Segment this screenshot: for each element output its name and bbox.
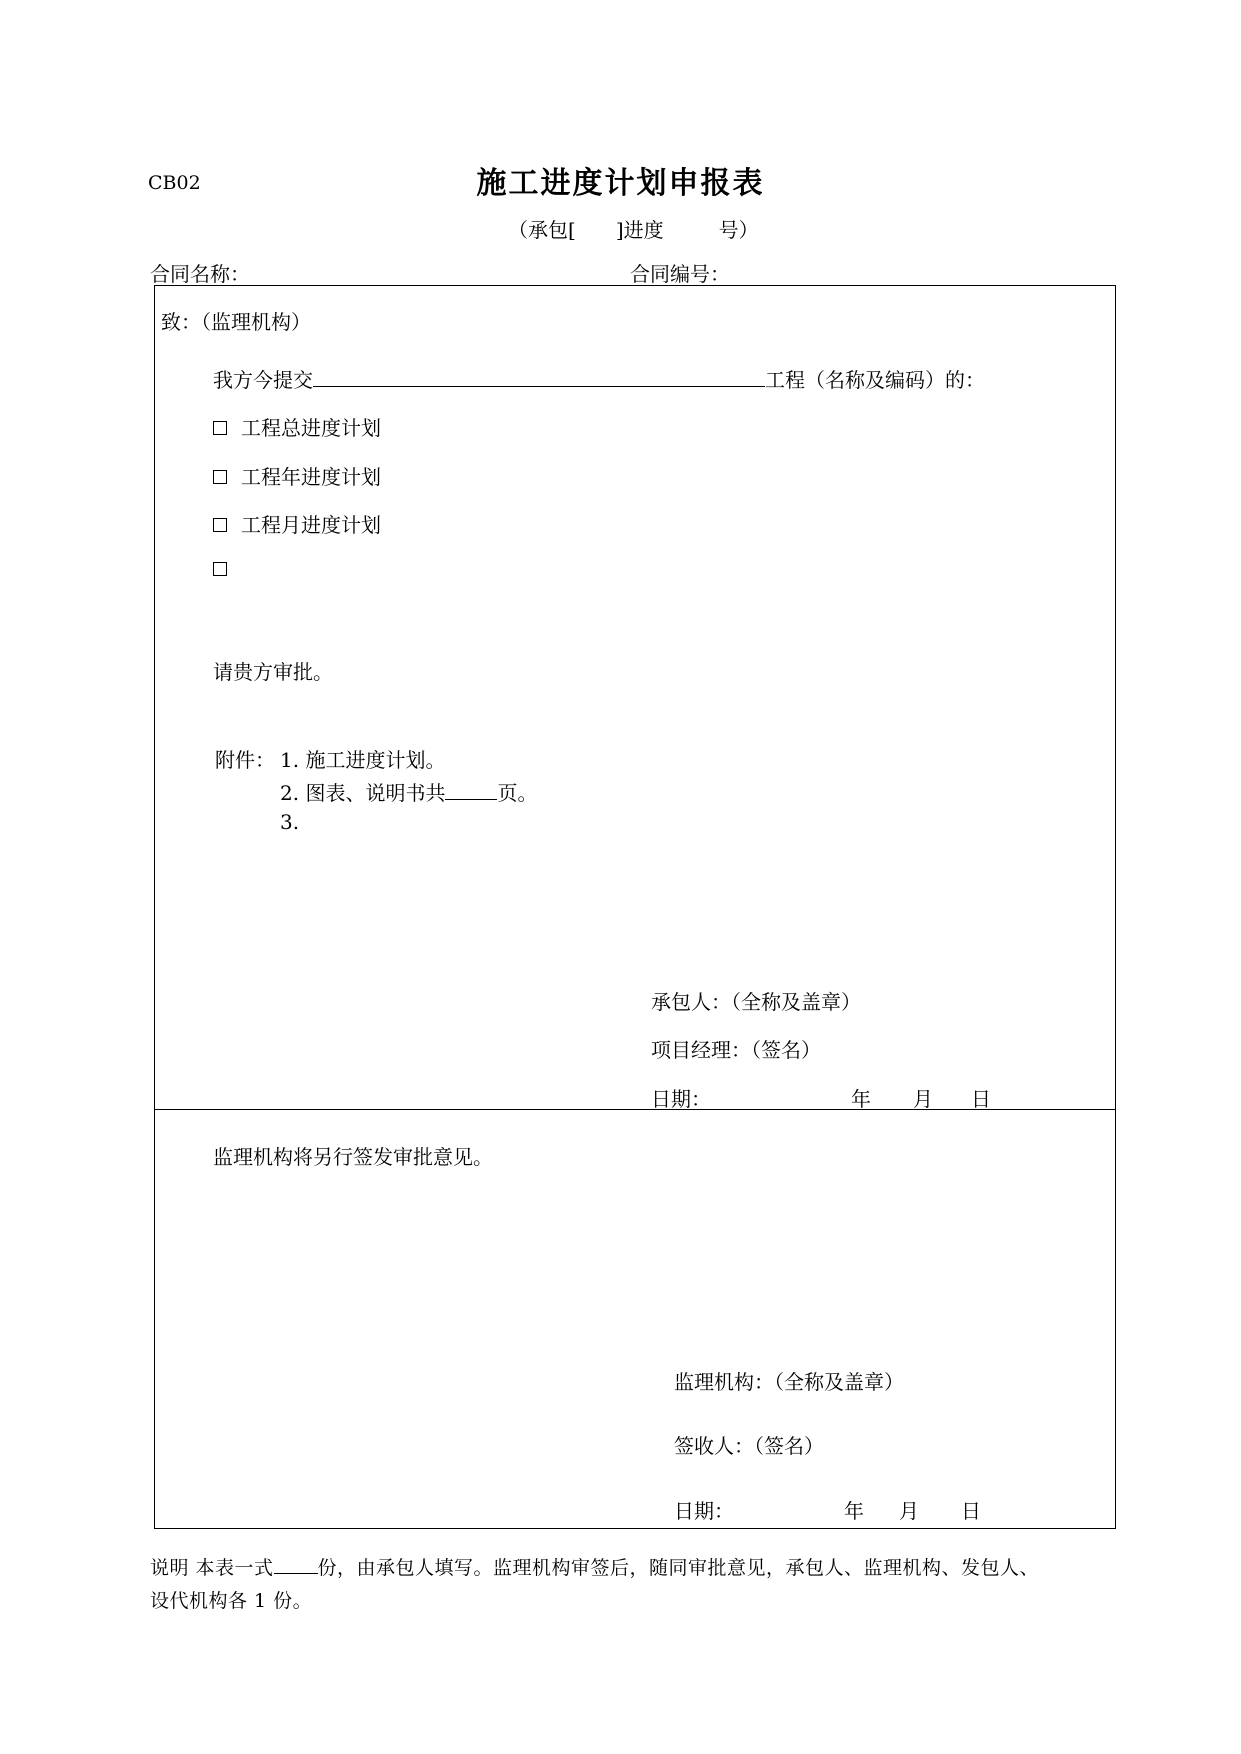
attachment-item-1: 1. 施工进度计划。 xyxy=(280,748,446,772)
attachment-2-prefix: 2. 图表、说明书共 xyxy=(280,781,446,805)
attachment-2-suffix: 页。 xyxy=(497,781,538,805)
option-label: 工程月进度计划 xyxy=(241,513,381,537)
subtitle-mid: ]进度 xyxy=(615,218,664,242)
option-annual-schedule[interactable] xyxy=(213,461,381,490)
supervisor-date-line xyxy=(674,1495,981,1524)
addressee-label: 致：（监理机构） xyxy=(161,310,311,334)
contractor-date-line xyxy=(651,1083,991,1112)
checkbox-icon[interactable] xyxy=(213,562,227,576)
option-other[interactable] xyxy=(213,557,241,581)
day-label: 日 xyxy=(961,1499,981,1523)
submission-line xyxy=(213,364,985,393)
day-label: 日 xyxy=(971,1087,991,1111)
subtitle-suffix: 号） xyxy=(718,218,759,242)
subtitle-prefix: （承包[ xyxy=(508,218,576,242)
footer-note-line-2: 设代机构各 1 份。 xyxy=(150,1590,313,1612)
copies-field[interactable] xyxy=(274,1555,318,1574)
attachment-item-2 xyxy=(280,777,537,806)
submission-suffix: 工程（名称及编码）的： xyxy=(765,368,985,392)
option-label: 工程年进度计划 xyxy=(241,465,381,489)
option-monthly-schedule[interactable] xyxy=(213,509,381,538)
project-name-field[interactable] xyxy=(313,366,765,387)
page-title: 施工进度计划申报表 xyxy=(476,166,765,201)
option-master-schedule[interactable] xyxy=(213,412,381,441)
submission-prefix: 我方今提交 xyxy=(213,368,313,392)
contract-name-label: 合同名称： xyxy=(150,262,250,286)
approval-request: 请贵方审批。 xyxy=(213,660,333,684)
contract-number-label: 合同编号： xyxy=(630,262,730,286)
contractor-signature-label: 承包人：（全称及盖章） xyxy=(651,990,861,1014)
checkbox-icon[interactable] xyxy=(213,470,227,484)
attachments-label: 附件： xyxy=(215,748,275,772)
checkbox-icon[interactable] xyxy=(213,421,227,435)
footer-note-line-1 xyxy=(150,1553,1039,1580)
month-label: 月 xyxy=(899,1499,919,1523)
receiver-signature-label: 签收人：（签名） xyxy=(674,1434,824,1458)
option-label: 工程总进度计划 xyxy=(241,416,381,440)
checkbox-icon[interactable] xyxy=(213,518,227,532)
year-label: 年 xyxy=(851,1087,871,1111)
date-label: 日期： xyxy=(651,1087,711,1111)
note-suffix: 份，由承包人填写。监理机构审签后，随同审批意见，承包人、监理机构、发包人、 xyxy=(317,1557,1040,1579)
date-label: 日期： xyxy=(674,1499,734,1523)
supervisor-org-signature-label: 监理机构：（全称及盖章） xyxy=(674,1370,904,1394)
attachment-item-3: 3. xyxy=(280,810,300,834)
month-label: 月 xyxy=(913,1087,933,1111)
page-count-field[interactable] xyxy=(445,779,497,800)
form-number-line xyxy=(508,214,759,243)
supervisor-statement: 监理机构将另行签发审批意见。 xyxy=(213,1145,493,1169)
year-label: 年 xyxy=(844,1499,864,1523)
project-manager-signature-label: 项目经理：（签名） xyxy=(651,1038,821,1062)
form-code: CB02 xyxy=(148,172,201,194)
note-prefix: 说明 本表一式 xyxy=(150,1557,274,1579)
